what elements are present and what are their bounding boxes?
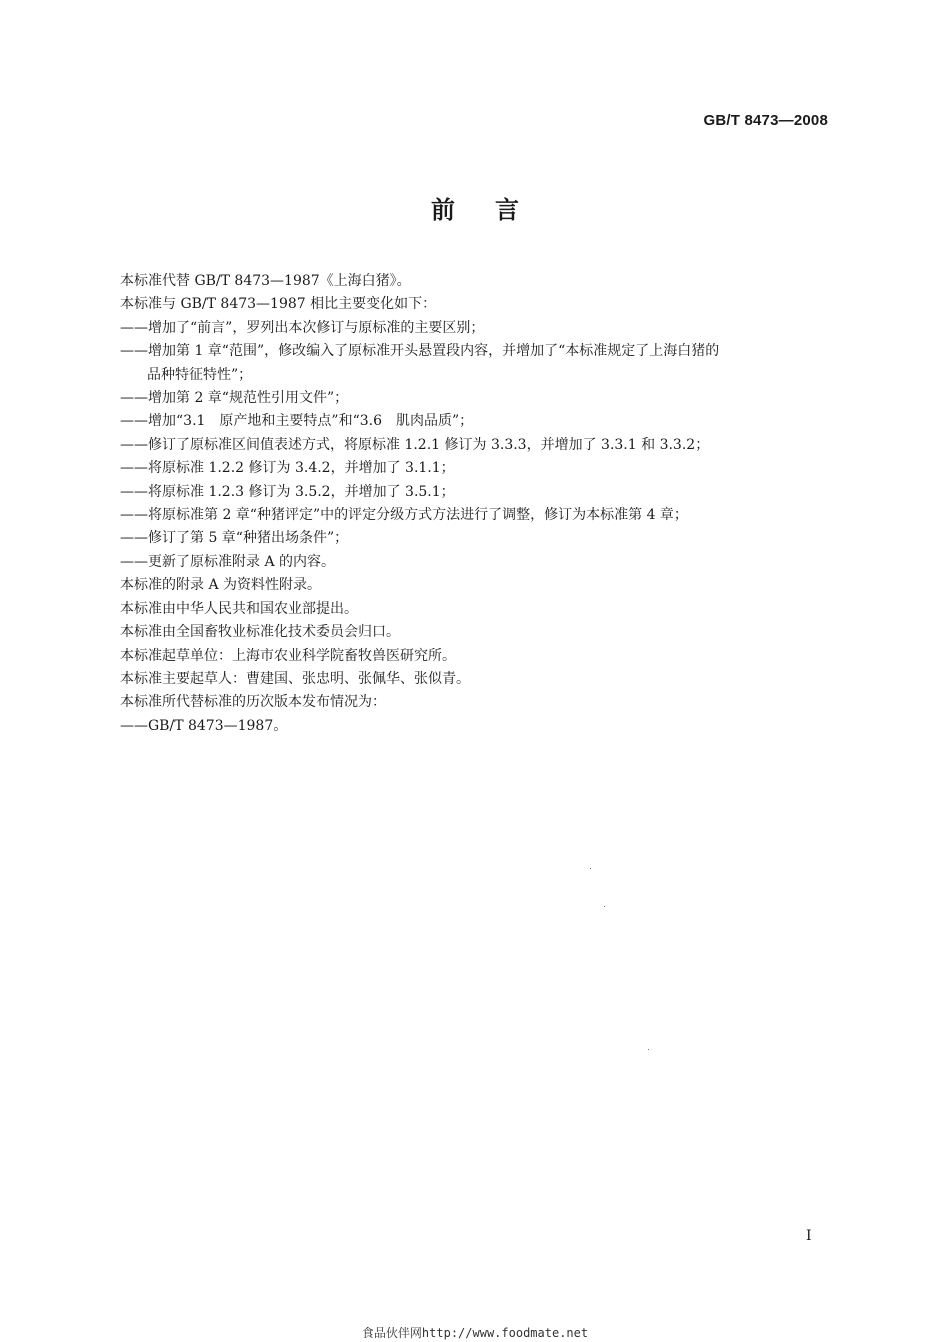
footer-url: http://www.foodmate.net bbox=[421, 1326, 589, 1340]
text-line: 本标准由中华人民共和国农业部提出。 bbox=[120, 600, 358, 617]
foreword-body bbox=[120, 270, 840, 738]
change-item: ——增加“3.1 原产地和主要特点”和“3.6 肌肉品质”； bbox=[120, 413, 474, 430]
change-item: ——增加了“前言”，罗列出本次修订与原标准的主要区别； bbox=[120, 319, 485, 336]
change-item: ——将原标准 1.2.2 修订为 3.4.2，并增加了 3.1.1； bbox=[120, 460, 455, 477]
page-title: 前言 bbox=[431, 196, 559, 224]
change-item: ——更新了原标准附录 A 的内容。 bbox=[120, 553, 336, 570]
standard-number: GB/T 8473—2008 bbox=[703, 112, 828, 129]
change-item: ——将原标准 1.2.3 修订为 3.5.2，并增加了 3.5.1； bbox=[120, 483, 455, 500]
text-line: 本标准主要起草人：曹建国、张忠明、张佩华、张似青。 bbox=[120, 670, 470, 687]
text-line: 本标准由全国畜牧业标准化技术委员会归口。 bbox=[120, 624, 400, 641]
scan-speck bbox=[590, 868, 591, 869]
scan-speck bbox=[648, 1049, 649, 1050]
text-line: 本标准所代替标准的历次版本发布情况为： bbox=[120, 694, 386, 711]
page-number: I bbox=[806, 1228, 812, 1244]
footer-source bbox=[0, 1324, 950, 1341]
scan-speck bbox=[604, 906, 605, 907]
change-item: ——修订了原标准区间值表述方式，将原标准 1.2.1 修订为 3.3.3，并增加了 3.3.1 和 3.3.2； bbox=[120, 436, 710, 453]
text-line: 本标准的附录 A 为资料性附录。 bbox=[120, 577, 322, 594]
change-item: ——GB/T 8473—1987。 bbox=[120, 717, 288, 734]
change-item-continuation: 品种特征特性”； bbox=[147, 366, 253, 383]
text-line: 本标准与 GB/T 8473—1987 相比主要变化如下： bbox=[120, 296, 437, 313]
change-item: ——增加第 2 章“规范性引用文件”； bbox=[120, 390, 349, 407]
change-item: ——增加第 1 章“范围”，修改编入了原标准开头悬置段内容，并增加了“本标准规定了上海白猪的 bbox=[120, 343, 720, 360]
change-item: ——修订了第 5 章“种猪出场条件”； bbox=[120, 530, 349, 547]
change-item: ——将原标准第 2 章“种猪评定”中的评定分级方式方法进行了调整，修订为本标准第 4 章； bbox=[120, 507, 688, 524]
text-line: 本标准起草单位：上海市农业科学院畜牧兽医研究所。 bbox=[120, 647, 456, 664]
text-line: 本标准代替 GB/T 8473—1987《上海白猪》。 bbox=[120, 273, 411, 289]
footer-label: 食品伙伴网 bbox=[361, 1326, 422, 1340]
